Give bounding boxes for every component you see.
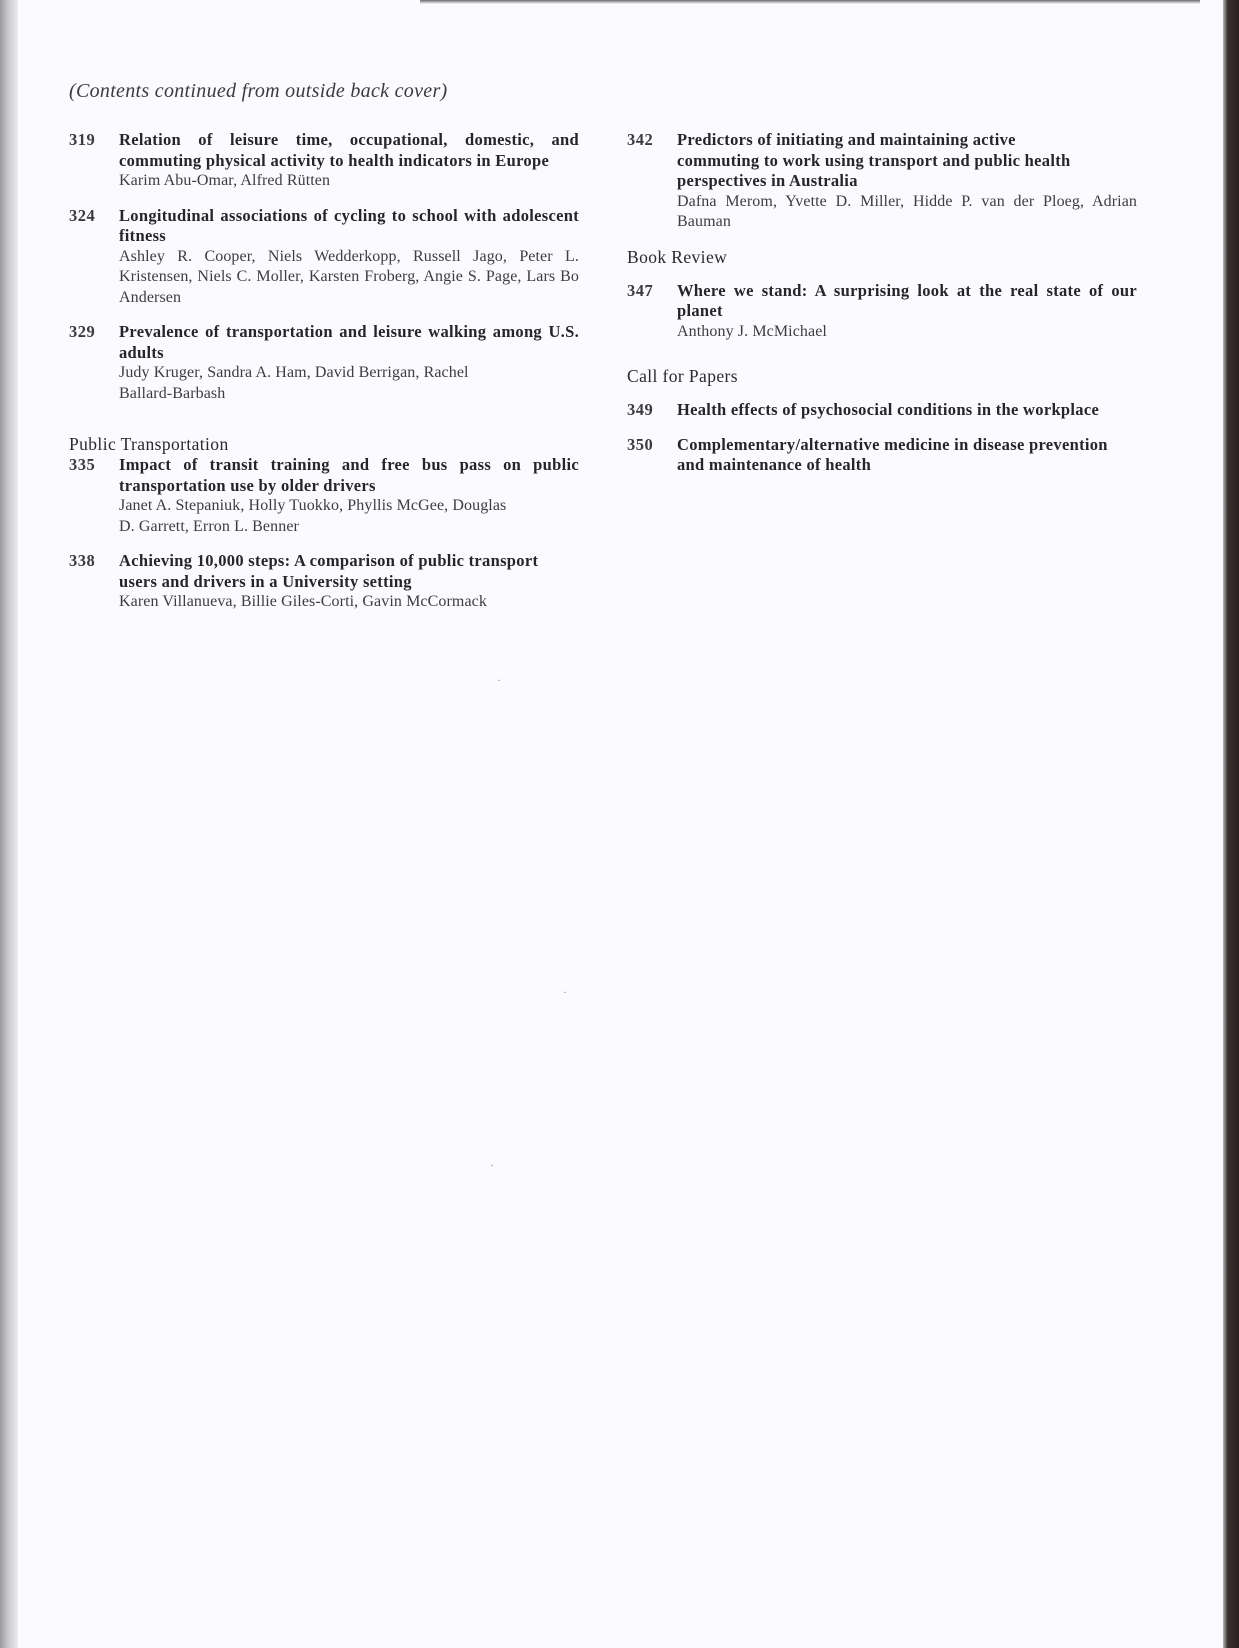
entry-authors: Ashley R. Cooper, Niels Wedderkopp, Russell Jago, Peter L. Kristensen, Niels C. Moller, Karsten Froberg, Angie S. Page, Lars Bo Andersen bbox=[119, 247, 579, 306]
entry-body bbox=[677, 400, 1137, 421]
entry-title: Relation of leisure time, occupational, domestic, and commuting physical activity to health indicators in Europe bbox=[119, 130, 579, 170]
entry-page-number: 342 bbox=[627, 130, 654, 149]
entry-title: Where we stand: A surprising look at the real state of our planet bbox=[677, 280, 1137, 320]
entry-body bbox=[119, 206, 579, 309]
toc-entry bbox=[627, 400, 1137, 421]
entry-title: Complementary/alternative medicine in disease prevention and maintenance of health bbox=[677, 434, 1108, 474]
entry-body bbox=[677, 130, 1137, 233]
scan-speck: · bbox=[497, 673, 501, 687]
entry-page-number: 324 bbox=[69, 205, 96, 225]
entry-body bbox=[119, 551, 579, 613]
entry-body bbox=[677, 281, 1137, 343]
page-left-shadow bbox=[0, 0, 18, 1648]
entry-page-number: 329 bbox=[69, 322, 96, 341]
scan-speck: · bbox=[563, 985, 567, 999]
toc-entry bbox=[69, 551, 579, 613]
entry-title: Predictors of initiating and maintaining active commuting to work using transport and public health perspectives in Australia bbox=[677, 130, 1071, 190]
entry-title: Health effects of psychosocial conditions in the workplace bbox=[677, 400, 1100, 419]
right-column bbox=[627, 130, 1137, 476]
entry-authors: Karen Villanueva, Billie Giles-Corti, Gavin McCormack bbox=[119, 593, 487, 610]
toc-entry bbox=[627, 281, 1137, 343]
scan-speck: · bbox=[490, 1158, 494, 1172]
entry-body bbox=[119, 130, 579, 192]
entry-authors: Karim Abu-Omar, Alfred Rütten bbox=[119, 172, 331, 189]
entry-page-number: 319 bbox=[69, 130, 96, 149]
section-heading-call-for-papers: Call for Papers bbox=[627, 366, 738, 386]
entry-title: Prevalence of transportation and leisure walking among U.S. adults bbox=[119, 322, 579, 362]
toc-entry bbox=[627, 130, 1137, 233]
entry-page-number: 349 bbox=[627, 400, 654, 419]
entry-title: Achieving 10,000 steps: A comparison of public transport users and drivers in a University setting bbox=[119, 551, 539, 591]
entry-body bbox=[119, 322, 579, 404]
entry-authors: Dafna Merom, Yvette D. Miller, Hidde P. van der Ploeg, Adrian Bauman bbox=[677, 192, 1137, 230]
page-right-edge bbox=[1223, 0, 1239, 1648]
entry-title: Longitudinal associations of cycling to school with adolescent fitness bbox=[119, 205, 579, 245]
toc-entry bbox=[69, 130, 579, 192]
entry-authors: Anthony J. McMichael bbox=[677, 322, 827, 340]
entry-authors: Judy Kruger, Sandra A. Ham, David Berrigan, Rachel Ballard-Barbash bbox=[119, 364, 469, 402]
entry-title: Impact of transit training and free bus pass on public transportation use by older drivers bbox=[119, 455, 579, 495]
left-column bbox=[69, 130, 579, 613]
page-top-edge bbox=[420, 0, 1200, 4]
entry-page-number: 347 bbox=[627, 280, 654, 300]
toc-entry bbox=[627, 435, 1137, 476]
entry-page-number: 350 bbox=[627, 434, 654, 454]
entry-body bbox=[677, 435, 1137, 476]
section-heading-public-transportation: Public Transportation bbox=[69, 434, 229, 454]
section-heading-book-review: Book Review bbox=[627, 246, 728, 267]
entry-page-number: 335 bbox=[69, 455, 96, 474]
toc-entry bbox=[69, 322, 579, 404]
toc-entry bbox=[69, 455, 579, 537]
entry-authors: Janet A. Stepaniuk, Holly Tuokko, Phyllis McGee, Douglas D. Garrett, Erron L. Benner bbox=[119, 497, 507, 535]
entry-page-number: 338 bbox=[69, 551, 96, 570]
toc-entry bbox=[69, 206, 579, 309]
entry-body bbox=[119, 455, 579, 537]
continued-note: (Contents continued from outside back cover) bbox=[69, 80, 448, 102]
